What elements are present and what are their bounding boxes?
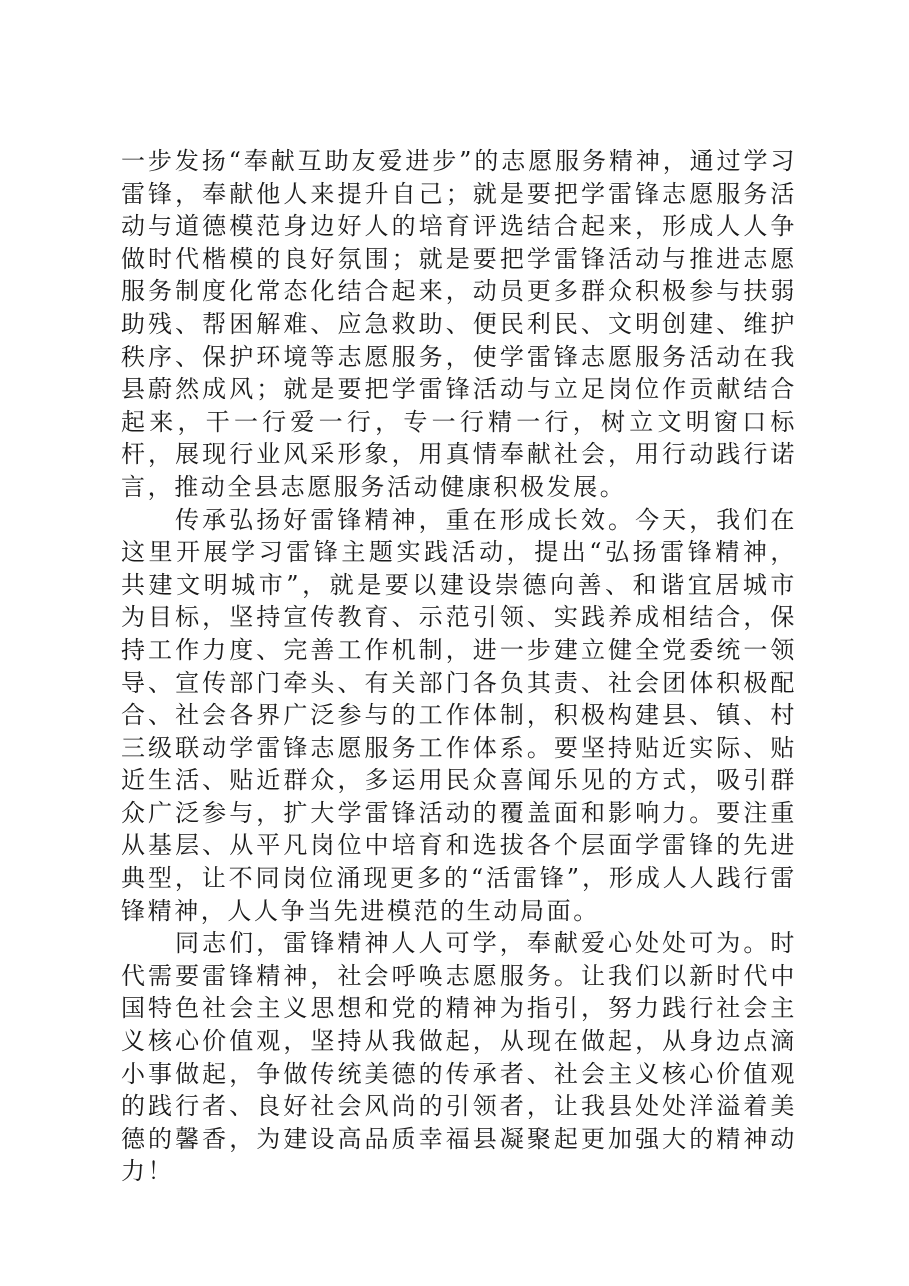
paragraph-long-term-mechanism: 传承弘扬好雷锋精神，重在形成长效。今天，我们在这里开展学习雷锋主题实践活动，提出“弘扬雷锋精神，共建文明城市”，就是要以建设崇德向善、和谐宜居城市为目标，坚持宣传教育、示范引领、实践养成相结合，保持工作力度、完善工作机制，进一步建立健全党委统一领导、宣传部门牵头、有关部门各负其责、社会团体积极配合、社会各界广泛参与的工作体制，积极构建县、镇、村三级联动学雷锋志愿服务工作体系。要坚持贴近实际、贴近生活、贴近群众，多运用民众喜闻乐见的方式，吸引群众广泛参与，扩大学雷锋活动的覆盖面和影响力。要注重从基层、从平凡岗位中培育和选拔各个层面学雷锋的先进典型，让不同岗位涌现更多的“活雷锋”，形成人人践行雷锋精神，人人争当先进模范的生动局面。 [121,505,797,925]
document-body [121,145,797,1188]
paragraph-closing-call: 同志们，雷锋精神人人可学，奉献爱心处处可为。时代需要雷锋精神，社会呼唤志愿服务。让我们以新时代中国特色社会主义思想和党的精神为指引，努力践行社会主义核心价值观，坚持从我做起，从现在做起，从身边点滴小事做起，争做传统美德的传承者、社会主义核心价值观的践行者、良好社会风尚的引领者，让我县处处洋溢着美德的馨香，为建设高品质幸福县凝聚起更加强大的精神动力！ [121,929,797,1186]
paragraph-continuation: 一步发扬“奉献互助友爱进步”的志愿服务精神，通过学习雷锋，奉献他人来提升自己；就是要把学雷锋志愿服务活动与道德模范身边好人的培育评选结合起来，形成人人争做时代楷模的良好氛围；就是要把学雷锋活动与推进志愿服务制度化常态化结合起来，动员更多群众积极参与扶弱助残、帮困解难、应急救助、便民利民、文明创建、维护秩序、保护环境等志愿服务，使学雷锋志愿服务活动在我县蔚然成风；就是要把学雷锋活动与立足岗位作贡献结合起来，干一行爱一行，专一行精一行，树立文明窗口标杆，展现行业风采形象，用真情奉献社会，用行动践行诺言，推动全县志愿服务活动健康积极发展。 [121,147,797,501]
